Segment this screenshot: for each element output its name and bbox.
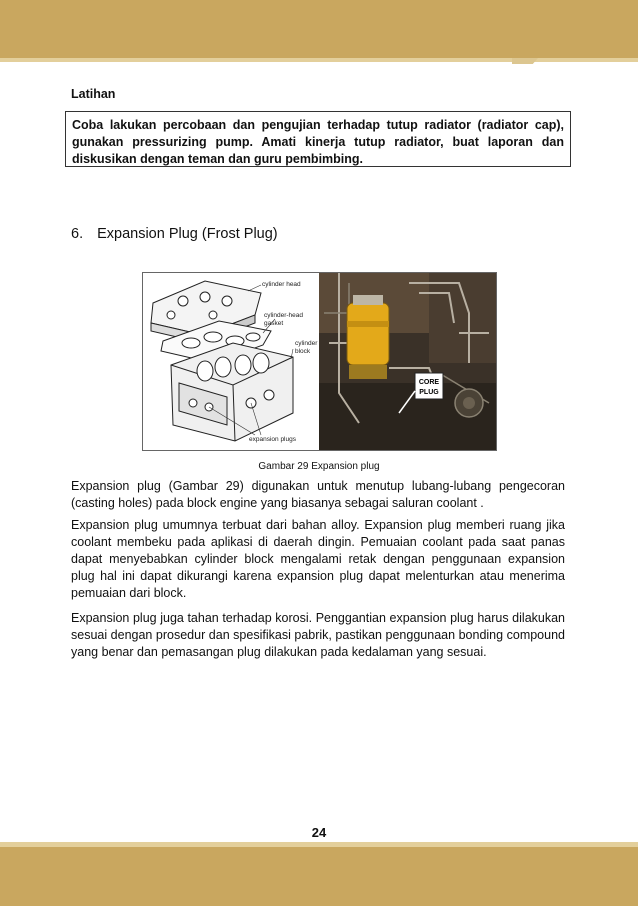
label-block-line1: cylinder [295,340,318,347]
header-tab-decoration [512,58,538,64]
paragraph-3: Expansion plug juga tahan terhadap korosi. Penggantian expansion plug harus dilakukan sesuai dengan prosedur dan spesifikasi pabrik, pastikan penggunaan bonding compound yang benar dan pemasangan plug dilakukan pada kedalaman yang sesuai. [71,611,565,659]
section-number: 6. [71,226,84,242]
section-heading [71,226,278,242]
header-band [0,0,638,58]
footer-band [0,847,638,906]
label-plug: PLUG [419,389,439,396]
label-cylinder-head: cylinder head [262,281,301,288]
page-number: 24 [311,825,327,840]
label-expansion-plugs: expansion plugs [249,436,296,443]
figure-caption: Gambar 29 Expansion plug [258,461,380,472]
exercise-title: Latihan [71,87,116,101]
label-core: CORE [418,379,440,386]
engine-photo [319,273,496,450]
exercise-box: Coba lakukan percobaan dan pengujian terhadap tutup radiator (radiator cap), gunakan pressurizing pump. Amati kinerja tutup radiator, buat laporan dan diskusikan dengan teman dan guru pembimbing. [65,111,571,167]
section-title: Expansion Plug (Frost Plug) [97,226,278,242]
expansion-plug-figure [142,272,497,451]
label-block-line2: block [295,348,311,355]
engine-diagram [143,273,319,450]
paragraph-1: Expansion plug (Gambar 29) digunakan untuk menutup lubang-lubang pengecoran (casting holes) pada block engine yang biasanya sebagai saluran coolant . [71,479,565,510]
label-gasket-line1: cylinder-head [264,312,304,319]
header-divider [0,58,638,62]
label-gasket-line2: gasket [264,320,284,327]
paragraph-2: Expansion plug umumnya terbuat dari bahan alloy. Expansion plug memberi ruang jika coolant membeku pada aplikasi di daerah dingin. Pemuaian coolant pada saat panas dapat menyebabkan cylinder block mengalami retak dengan penggunaan expansion plug hal ini dapat dikurangi karena expansion plug dapat melenturkan atau menerima pemuaian dari block. [71,518,565,600]
